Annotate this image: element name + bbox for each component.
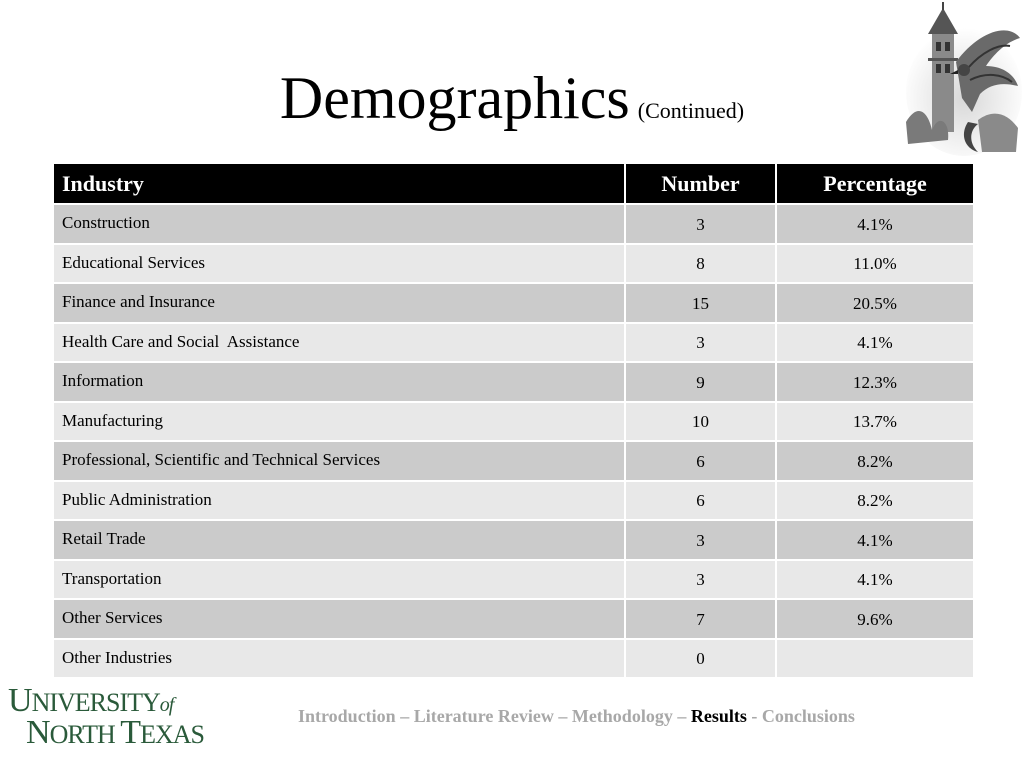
cell-industry: Retail Trade xyxy=(53,520,625,560)
cell-percentage: 8.2% xyxy=(776,481,974,521)
nav-literature-review[interactable]: Literature Review xyxy=(413,706,554,726)
nav-conclusions[interactable]: Conclusions xyxy=(761,706,855,726)
cell-number: 3 xyxy=(625,560,776,600)
table-row xyxy=(53,323,974,363)
table-row xyxy=(53,560,974,600)
cell-industry: Construction xyxy=(53,204,625,244)
cell-industry: Professional, Scientific and Technical Services xyxy=(53,441,625,481)
cell-number: 3 xyxy=(625,520,776,560)
cell-percentage: 4.1% xyxy=(776,520,974,560)
logo-cap-u: U xyxy=(8,682,32,719)
cell-number: 15 xyxy=(625,283,776,323)
cell-number: 3 xyxy=(625,323,776,363)
table-row xyxy=(53,283,974,323)
cell-percentage: 4.1% xyxy=(776,204,974,244)
cell-industry: Transportation xyxy=(53,560,625,600)
nav-introduction[interactable]: Introduction xyxy=(298,706,396,726)
slide-title xyxy=(0,62,1024,134)
cell-percentage: 12.3% xyxy=(776,362,974,402)
title-subtitle: (Continued) xyxy=(637,98,745,123)
logo-text-exas: EXAS xyxy=(140,720,204,749)
logo-line-north-texas xyxy=(26,716,204,752)
table-row xyxy=(53,520,974,560)
cell-industry: Manufacturing xyxy=(53,402,625,442)
cell-percentage: 9.6% xyxy=(776,599,974,639)
cell-number: 6 xyxy=(625,441,776,481)
header-percentage: Percentage xyxy=(776,163,974,204)
cell-number: 8 xyxy=(625,244,776,284)
cell-percentage: 8.2% xyxy=(776,441,974,481)
table-row xyxy=(53,481,974,521)
header-industry: Industry xyxy=(53,163,625,204)
table-row xyxy=(53,362,974,402)
logo-text-orth: ORTH xyxy=(49,720,121,749)
nav-separator: – xyxy=(672,706,691,726)
industry-table xyxy=(52,162,975,679)
table-row xyxy=(53,639,974,679)
logo-cap-n: N xyxy=(26,714,50,751)
footer-section-nav xyxy=(298,706,855,727)
tower-eagle-emblem-icon xyxy=(898,2,1024,160)
nav-results[interactable]: Results xyxy=(690,706,747,726)
cell-percentage xyxy=(776,639,974,679)
table-row xyxy=(53,204,974,244)
cell-industry: Other Services xyxy=(53,599,625,639)
table-header-row xyxy=(53,163,974,204)
title-main: Demographics xyxy=(279,65,630,131)
cell-percentage: 4.1% xyxy=(776,323,974,363)
cell-number: 6 xyxy=(625,481,776,521)
logo-text-of: of xyxy=(159,694,174,716)
table-row xyxy=(53,402,974,442)
table-row xyxy=(53,599,974,639)
logo-cap-t: T xyxy=(120,714,141,751)
nav-methodology[interactable]: Methodology xyxy=(571,706,673,726)
cell-percentage: 4.1% xyxy=(776,560,974,600)
nav-separator: - xyxy=(746,706,762,726)
cell-number: 0 xyxy=(625,639,776,679)
cell-industry: Finance and Insurance xyxy=(53,283,625,323)
cell-industry: Information xyxy=(53,362,625,402)
table-row xyxy=(53,441,974,481)
cell-industry: Health Care and Social Assistance xyxy=(53,323,625,363)
cell-number: 9 xyxy=(625,362,776,402)
nav-separator: – xyxy=(553,706,572,726)
cell-number: 7 xyxy=(625,599,776,639)
logo-text-niversity: NIVERSITY xyxy=(31,688,160,717)
header-number: Number xyxy=(625,163,776,204)
unt-logo xyxy=(8,682,224,751)
cell-industry: Educational Services xyxy=(53,244,625,284)
cell-number: 10 xyxy=(625,402,776,442)
cell-percentage: 11.0% xyxy=(776,244,974,284)
cell-industry: Public Administration xyxy=(53,481,625,521)
table-row xyxy=(53,244,974,284)
cell-percentage: 20.5% xyxy=(776,283,974,323)
cell-industry: Other Industries xyxy=(53,639,625,679)
cell-number: 3 xyxy=(625,204,776,244)
nav-separator: – xyxy=(395,706,414,726)
cell-percentage: 13.7% xyxy=(776,402,974,442)
